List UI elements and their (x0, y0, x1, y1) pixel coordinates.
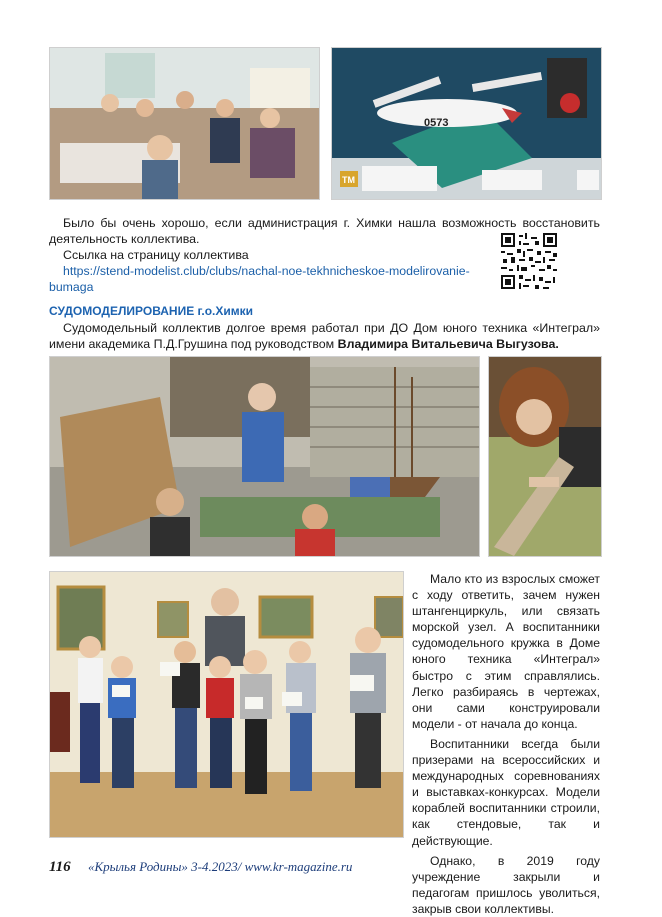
photo-group-children-models (49, 571, 404, 838)
photo-seaplane-model (331, 47, 602, 200)
paragraph-ship-modeling-intro (49, 320, 600, 352)
link-label: Ссылка на страницу коллектива (63, 248, 249, 262)
column-paragraph-1: Мало кто из взрослых сможет с ходу ответить, зачем нужен штангенциркуль, или связать морской узел. А воспитанники судомодельного кружка в Доме юного техника «Интеграл» быстро с этим справлялись. Легко разбираясь в чертежах, они сами конструировали модели - от начала до конца. (412, 572, 600, 731)
page-number: 116 (49, 859, 71, 875)
magazine-site[interactable]: www.kr-magazine.ru (244, 859, 353, 874)
paragraph2-text: Судомодельный коллектив долгое время работал при ДО Дом юного техника «Интеграл» имени академика П.Д.Грушина под руководством (49, 321, 600, 351)
section-title: СУДОМОДЕЛИРОВАНИЕ г.о.Химки (49, 304, 253, 318)
tm-badge: ТМ (342, 175, 355, 185)
collective-page-link[interactable]: https://stend-modelist.club/clubs/nachal-noe-tekhnicheskoe-modelirovanie-bumaga (49, 264, 470, 294)
article-column (412, 571, 600, 917)
photo-girl-building-model (488, 356, 602, 557)
leader-name: Владимира Витальевича Выгузова. (337, 337, 559, 351)
link-block (49, 247, 489, 295)
page-footer (49, 859, 352, 876)
magazine-issue: «Крылья Родины» 3-4.2023/ (87, 859, 242, 874)
photo-teacher-ship-model (49, 356, 480, 557)
column-paragraph-3: Однако, в 2019 году учреждение закрыли и педагогам пришлось уволиться, закрыв свои коллективы. (412, 853, 600, 916)
photo-children-classroom (49, 47, 320, 200)
seaplane-registration: 0573 (424, 117, 449, 129)
qr-code (501, 233, 557, 289)
paragraph-restore-collective: Было бы очень хорошо, если администрация г. Химки нашла возможность восстановить деятельность коллектива. (49, 216, 600, 246)
column-paragraph-2: Воспитанники всегда были призерами на всероссийских и международных соревнованиях и выставках-конкурсах. Модели кораблей воспитанники строили, как стендовые, так и действующие. (412, 736, 600, 848)
